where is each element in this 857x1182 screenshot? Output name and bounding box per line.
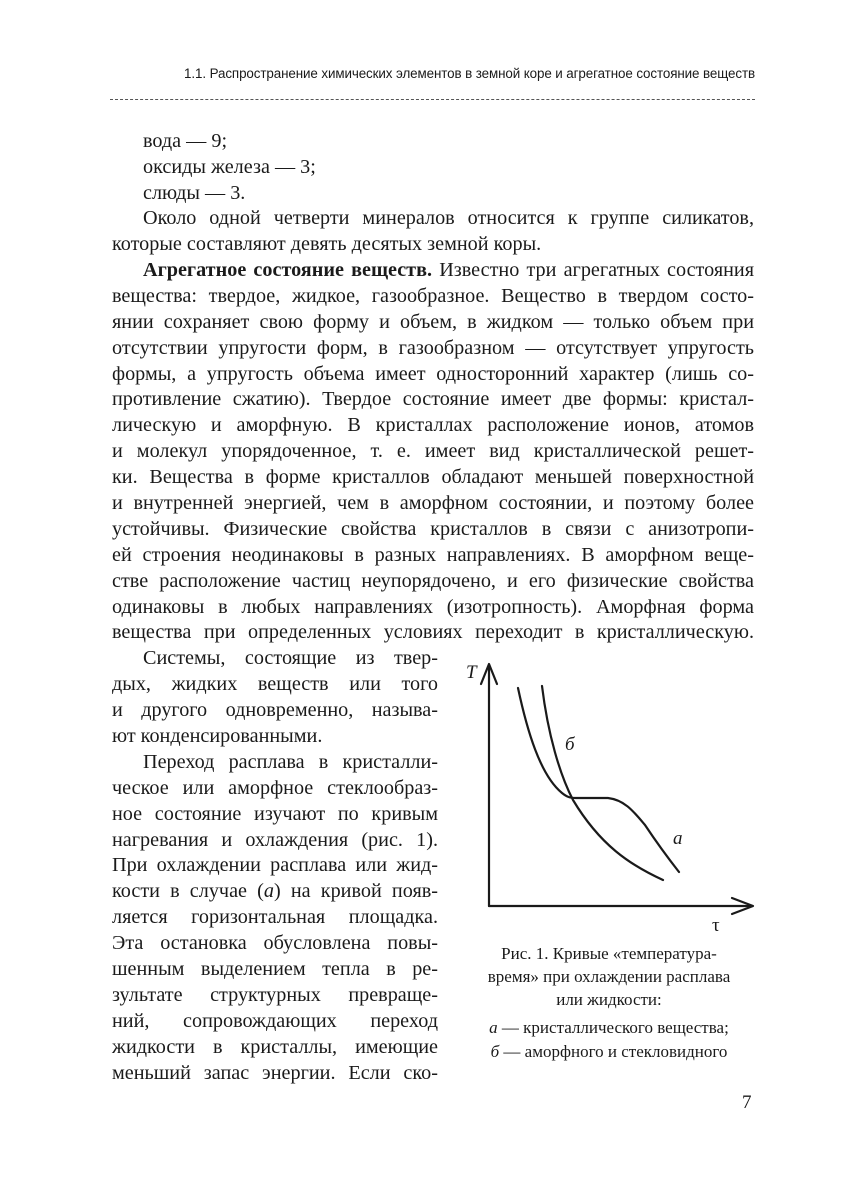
paragraph-line: ей строения неодинаковы в разных направлениях. В аморфном веще- [112,544,754,566]
section-heading: Агрегатное состояние веществ. [143,259,433,281]
paragraph-line: и внутренней энергией, чем в аморфном состоянии, и поэтому более [112,492,754,514]
paragraph-line: Системы, состоящие из твер- [143,647,438,669]
page-number: 7 [742,1092,752,1113]
paragraph-line: противление сжатию). Твердое состояние имеет две формы: кристал- [112,388,754,410]
figure-caption: Рис. 1. Кривые «температура- время» при охлаждении расплава или жидкости: [487,944,731,1009]
paragraph-line: Переход расплава в кристалли- [143,751,438,773]
paragraph-line: формы, а упругость объема имеет односторонний характер (лишь со- [112,363,754,385]
paragraph-line: и другого одновременно, называ- [112,699,438,721]
curve-b [542,686,663,880]
y-axis-label: T [466,662,477,683]
paragraph-line: шенным выделением тепла в ре- [112,958,438,980]
paragraph-line: стве расположение частиц неупорядочено, и его физические свойства [112,570,754,592]
paragraph-line: нагревания и охлаждения (рис. 1). [112,829,438,851]
paragraph-line: вещества: твердое, жидкое, газообразное. Вещество в твердом состо- [112,285,754,307]
paragraph-line: одинаковы в любых направлениях (изотропность). Аморфная форма [112,596,754,618]
legend-item-a: а — кристаллического вещества; [489,1018,729,1037]
list-item: слюды — 3. [143,182,246,204]
curve-a [518,688,679,872]
curve-a-label: а [673,828,683,849]
paragraph-line: зультате структурных превраще- [112,984,438,1006]
paragraph-line: и молекул упорядоченное, т. е. имеет вид кристаллической решет- [112,440,754,462]
paragraph-line: ки. Вещества в форме кристаллов обладают меньшей поверхностной [112,466,754,488]
list-item: вода — 9; [143,130,228,152]
paragraph-line: ное состояние изучают по кривым [112,803,438,825]
paragraph-line: ний, сопровождающих переход [112,1010,438,1032]
cooling-curves-figure [460,655,760,936]
paragraph-line: ляется горизонтальная площадка. [112,906,438,928]
paragraph-line: кости в случае (а) на кривой появ- [112,880,438,902]
legend-item-b: б — аморфного и стекловидного [490,1042,728,1061]
paragraph-line: устойчивы. Физические свойства кристаллов в связи с анизотропи- [112,518,754,540]
list-item: оксиды железа — 3; [143,156,316,178]
paragraph-line: При охлаждении расплава или жид- [112,854,438,876]
curve-b-label: б [565,734,575,755]
paragraph-line: ют конденсированными. [112,725,323,747]
paragraph-line: отсутствии упругости форм, в газообразном — отсутствует упругость [112,337,754,359]
paragraph-line: янии сохраняет свою форму и объем, в жидком — только объем при [112,311,754,333]
header-divider [110,99,755,100]
paragraph-line: меньший запас энергии. Если ско- [112,1062,438,1084]
paragraph-line: которые составляют девять десятых земной коры. [112,233,542,255]
running-header: 1.1. Распространение химических элементов в земной коре и агрегатное состояние веществ [184,66,755,81]
paragraph-line: Около одной четверти минералов относится к группе силикатов, [143,207,754,229]
paragraph-line: дых, жидких веществ или того [112,673,438,695]
figure-legend [464,1016,754,1064]
x-axis-label: τ [712,915,720,936]
paragraph-line: жидкости в кристаллы, имеющие [112,1036,438,1058]
paragraph-line: ческое или аморфное стеклообраз- [112,777,438,799]
paragraph-line: Эта остановка обусловлена повы- [112,932,438,954]
paragraph-line: Агрегатное состояние веществ. Известно три агрегатных состояния [143,259,754,281]
paragraph-line: вещества при определенных условиях переходит в кристаллическую. [112,621,754,643]
paragraph-line: лическую и аморфную. В кристаллах расположение ионов, атомов [112,414,754,436]
